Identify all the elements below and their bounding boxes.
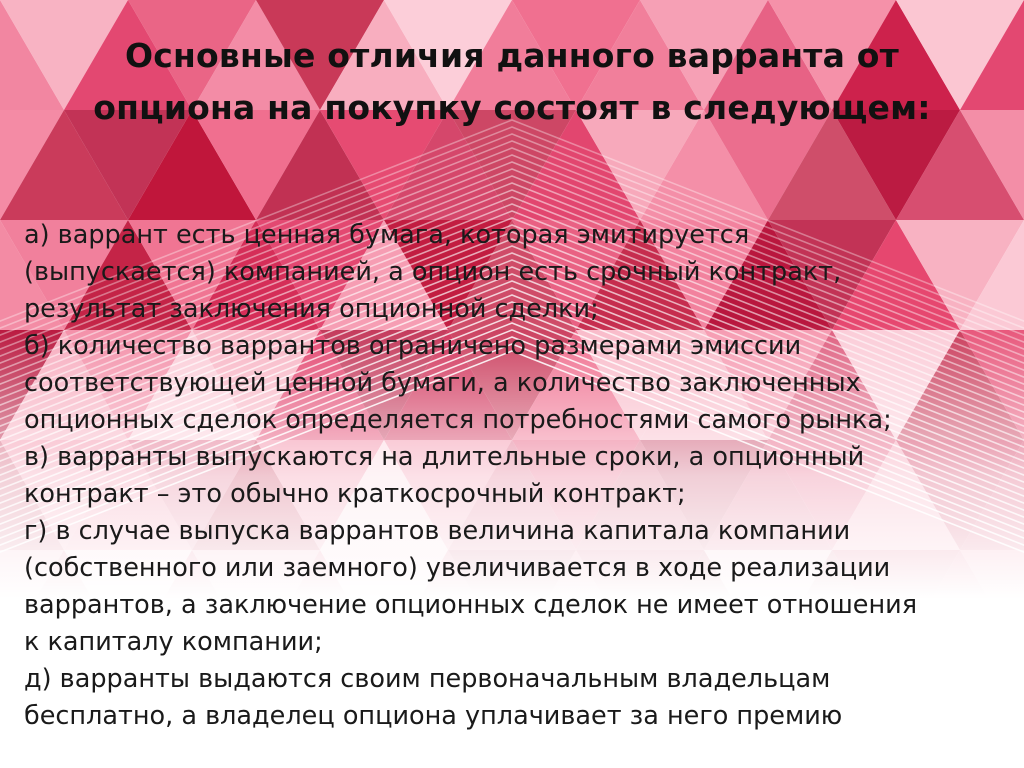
title-line: Основные отличия данного варранта от — [125, 36, 899, 75]
title-line: опциона на покупку состоят в следующем: — [93, 88, 931, 127]
body-line: результат заключения опционной сделки; — [24, 294, 599, 324]
body-line: контракт – это обычно краткосрочный контракт; — [24, 479, 686, 509]
body-line: опционных сделок определяется потребностями самого рынка; — [24, 405, 892, 435]
body-line: г) в случае выпуска варрантов величина капитала компании — [24, 516, 851, 546]
body-line: а) варрант есть ценная бумага, которая эмитируется — [24, 220, 750, 250]
body-line: соответствующей ценной бумаги, а количество заключенных — [24, 368, 861, 398]
body-line: (собственного или заемного) увеличивается в ходе реализации — [24, 553, 891, 583]
body-line: в) варранты выпускаются на длительные сроки, а опционный — [24, 442, 865, 472]
body-line: д) варранты выдаются своим первоначальным владельцам — [24, 664, 831, 694]
slide-body-text — [24, 217, 1009, 735]
body-line: варрантов, а заключение опционных сделок не имеет отношения — [24, 590, 918, 620]
body-line: (выпускается) компанией, а опцион есть срочный контракт, — [24, 257, 842, 287]
body-line: б) количество варрантов ограничено размерами эмиссии — [24, 331, 802, 361]
body-line: бесплатно, а владелец опциона уплачивает за него премию — [24, 701, 843, 731]
slide-title — [40, 30, 984, 134]
body-line: к капиталу компании; — [24, 627, 323, 657]
